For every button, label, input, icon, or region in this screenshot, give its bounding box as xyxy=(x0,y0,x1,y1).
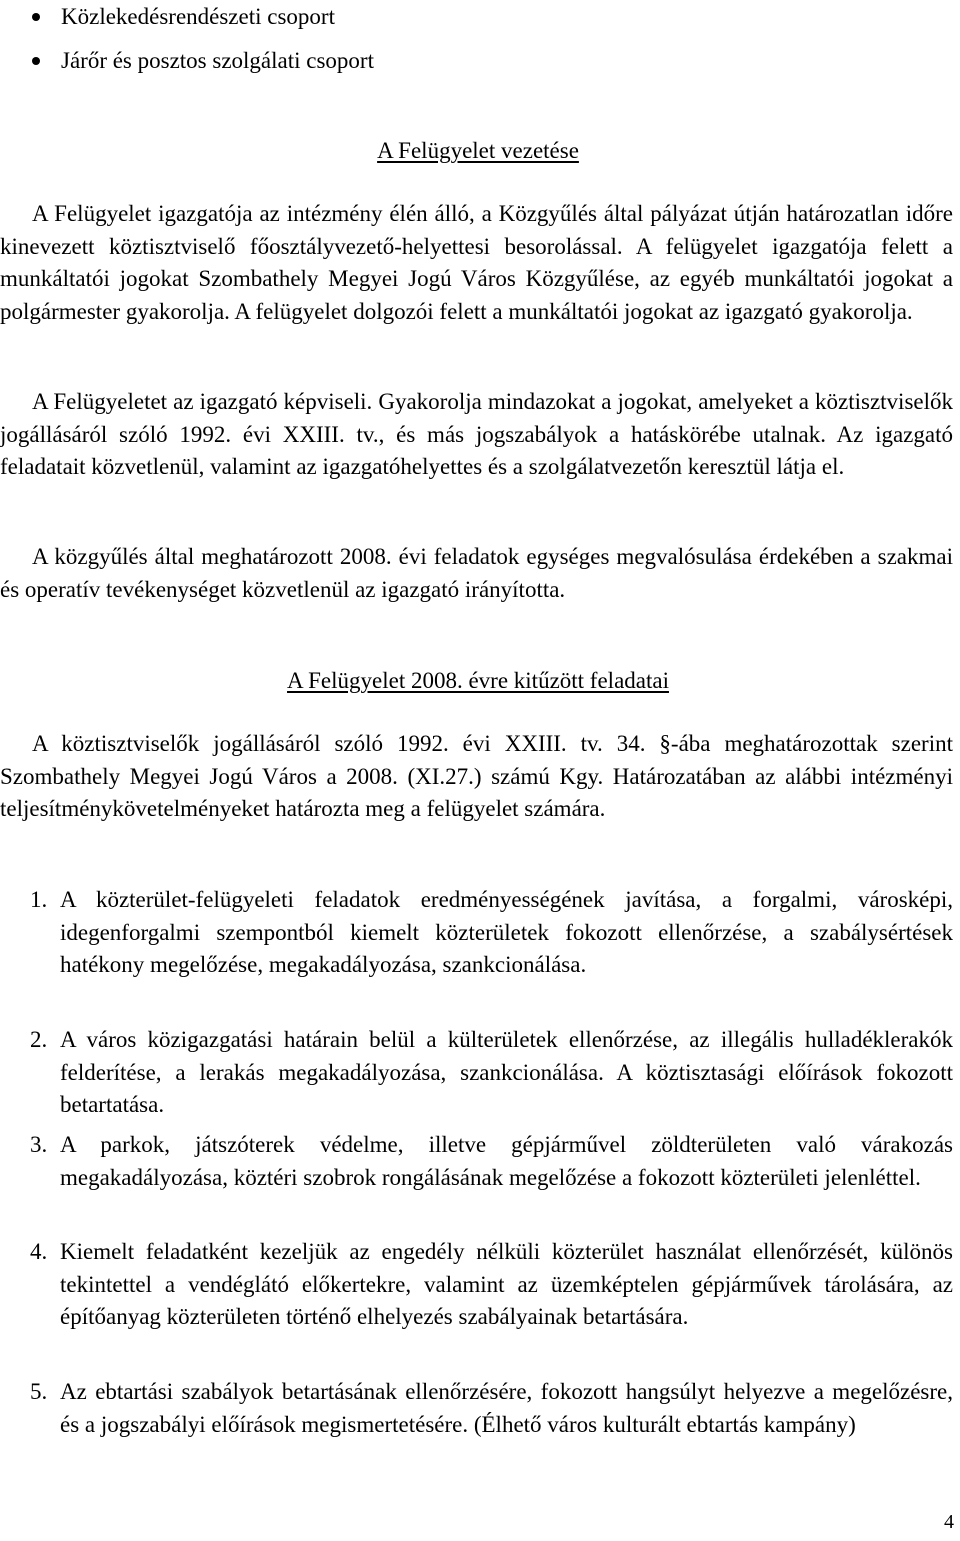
paragraph-leadership: A Felügyelet igazgatója az intézmény élén álló, a Közgyűlés által pályázat útján határozatlan időre kinevezett köztisztviselő főosztályvezető-helyettesi besorolással. A felügyelet igazgatója felett a munkáltatói jogokat Szombathely Megyei Jogú Város Közgyűlése, az egyéb munkáltatói jogokat a polgármester gyakorolja. A felügyelet dolgozói felett a munkáltatói jogokat az igazgató gyakorolja. xyxy=(0,201,953,324)
task-text: A város közigazgatási határain belül a külterületek ellenőrzése, az illegális hulladéklerakók felderítése, a lerakás megakadályozása, szankcionálása. A köztisztasági előírások fokozott betartatása. xyxy=(60,1027,953,1117)
bullet-item xyxy=(28,44,948,88)
bullet-item xyxy=(28,0,948,44)
bullet-dot-icon xyxy=(32,13,40,21)
task-number: 2. xyxy=(30,1027,48,1052)
task-number: 5. xyxy=(30,1379,48,1404)
section-heading-leadership: A Felügyelet vezetése xyxy=(377,138,579,163)
task-number: 3. xyxy=(30,1132,48,1157)
bullet-text: Közlekedésrendészeti csoport xyxy=(61,4,335,29)
bullet-list xyxy=(28,0,948,88)
bullet-text: Járőr és posztos szolgálati csoport xyxy=(61,48,374,73)
task-text: A közterület-felügyeleti feladatok eredményességének javítása, a forgalmi, városképi, idegenforgalmi szempontból kiemelt közterületek fokozott ellenőrzése, a szabálysértések hatékony megelőzése, megakadályozása, szankcionálása. xyxy=(60,887,953,977)
task-number: 1. xyxy=(30,887,48,912)
section-heading-tasks: A Felügyelet 2008. évre kitűzött feladatai xyxy=(287,668,669,693)
task-text: A parkok, játszóterek védelme, illetve gépjárművel zöldterületen való várakozás megakadályozása, köztéri szobrok rongálásának megelőzése a fokozott közterületi jelenléttel. xyxy=(60,1132,953,1190)
page-number: 4 xyxy=(944,1511,954,1533)
paragraph-tasks-intro: A köztisztviselők jogállásáról szóló 1992. évi XXIII. tv. 34. §-ába meghatározottak szerint Szombathely Megyei Jogú Város a 2008. (XI.27.) számú Kgy. Határozatában az alábbi intézményi teljesítménykövetelményeket határozta meg a felügyelet számára. xyxy=(0,731,953,821)
bullet-dot-icon xyxy=(32,57,40,65)
task-number: 4. xyxy=(30,1239,48,1264)
paragraph-direction: A közgyűlés által meghatározott 2008. évi feladatok egységes megvalósulása érdekében a szakmai és operatív tevékenységet közvetlenül az igazgató irányította. xyxy=(0,544,953,602)
paragraph-representation: A Felügyeletet az igazgató képviseli. Gyakorolja mindazokat a jogokat, amelyeket a köztisztviselők jogállásáról szóló 1992. évi XXIII. tv., és más jogszabályok a hatáskörébe utalnak. Az igazgató feladatait közvetlenül, valamint az igazgatóhelyettes és a szolgálatvezetőn keresztül látja el. xyxy=(0,389,953,479)
task-text: Kiemelt feladatként kezeljük az engedély nélküli közterület használat ellenőrzését, különös tekintettel a vendéglátó előkertekre, valamint az üzemképtelen gépjárművek tárolására, az építőanyag közterületen történő elhelyezés szabályainak betartására. xyxy=(60,1239,953,1329)
task-text: Az ebtartási szabályok betartásának ellenőrzésére, fokozott hangsúlyt helyezve a megelőzésre, és a jogszabályi előírások megismertetésére. (Élhető város kulturált ebtartás kampány) xyxy=(60,1379,953,1437)
